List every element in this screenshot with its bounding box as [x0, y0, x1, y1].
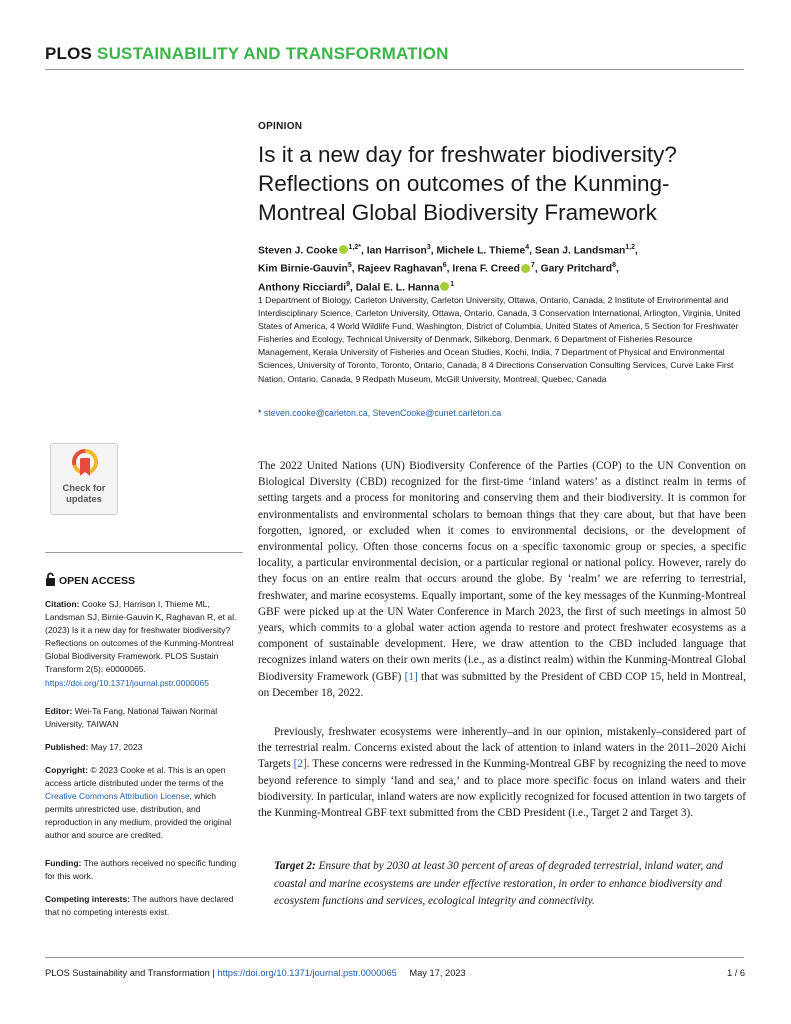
- body-paragraph-1: [258, 458, 746, 701]
- author-name: Kim Birnie-Gauvin: [258, 263, 348, 275]
- author-affiliation-sup: 5: [347, 262, 352, 270]
- check-for-updates-label: [51, 483, 117, 504]
- citation-doi-link[interactable]: https://doi.org/10.1371/journal.pstr.0000065: [45, 677, 209, 688]
- author-name: Anthony Ricciardi: [258, 282, 347, 294]
- funding-text: The authors received no specific funding for this work.: [45, 858, 237, 882]
- published-date: May 17, 2023: [90, 742, 143, 752]
- editor: [45, 705, 243, 731]
- journal-name: SUSTAINABILITY AND TRANSFORMATION: [97, 44, 449, 63]
- competing-interests: [45, 893, 243, 919]
- corresponding-email: [258, 408, 501, 418]
- sidebar-divider: [45, 552, 243, 553]
- open-access-label: [45, 572, 135, 587]
- author-affiliation-sup: 3: [426, 244, 431, 251]
- page-number: 1 / 6: [727, 968, 746, 978]
- orcid-icon[interactable]: [440, 282, 449, 291]
- author-name: Gary Pritchard: [540, 263, 613, 275]
- author-affiliation-sup: 9: [346, 280, 351, 288]
- author-affiliation-sup: 1,2*: [348, 244, 362, 251]
- editor-text: Wei-Ta Fang, National Taiwan Normal University, TAIWAN: [45, 706, 218, 730]
- author-affiliation-sup: 4: [525, 244, 530, 251]
- author-name: Dalal E. L. Hanna: [355, 282, 440, 294]
- footer-journal: PLOS Sustainability and Transformation |: [45, 968, 218, 978]
- target-2-text: Ensure that by 2030 at least 30 percent of areas of degraded terrestrial, inland water, and coastal and marine ecosystems are under effective restoration, in order to enhance biodiversity and ecosystem functions and services, ecological integrity and connectivity.: [274, 860, 723, 908]
- footer-date: May 17, 2023: [409, 968, 466, 978]
- paragraph-1-text: The 2022 United Nations (UN) Biodiversity Conference of the Parties (COP) to the UN Convention on Biological Diversity (CBD) recognized for the first-time ‘inland waters’ as a distinct realm in terms of setting targets and a process for monitoring and conserving them and their biodiversity. It is common for environmentalists and environmental scholars to bemoan things that they care about, but that have been forgotten, ignored, or excluded when it comes to environmental decisions, or the development of environmental policy. Often those concerns focus on a specific taxonomic group or species, a specific locality, a particular environmental decision, or a particular regional or national policy. However, rarely do they focus on an entire realm that occurs around the globe. By ‘realm’ we are referring to terrestrial, freshwater, and marine ecosystems. Equally important, some of the key messages of the Kunming-Montreal GBF were picked up at the UN Water Conference in March 2023, the first of such meetings in almost 50 years, which commits to a global water action agenda to restore and protect freshwater ecosystems as a component of sustainable development. Here, we draw attention to the CBD included language that recognizes inland waters on their own merits (i.e., as a distinct realm) within the Kunming-Montreal Global Biodiversity Framework (GBF): [258, 460, 746, 683]
- author-name: Sean J. Landsman: [534, 245, 626, 257]
- competing-interests-label: Competing interests:: [45, 894, 131, 904]
- author-name: Rajeev Raghavan: [357, 263, 443, 275]
- citation: [45, 598, 243, 690]
- funding: [45, 857, 243, 883]
- copyright-label: Copyright:: [45, 765, 88, 775]
- author-name: Steven J. Cooke: [258, 245, 338, 257]
- copyright-text-end: , which permits unrestricted use, distribution, and reproduction in any medium, provided the original author and source are credited.: [45, 791, 232, 841]
- journal-header: [45, 44, 449, 64]
- open-access-text: OPEN ACCESS: [59, 575, 136, 587]
- author-list: Steven J. Cooke $^{1,2*}$, Ian Harrison$^3$, Michele L. Thieme$^4$, Sean J. Landsman$^{1,2}$, Kim Birnie-Gauvin$^5$, Rajeev Raghavan$^6$, Irena F. Creed $^7$, Gary Pritchard$^8$, Anthony Ricciardi$^9$, Dalal E. L. Hanna $^1$: [258, 244, 638, 294]
- funding-label: Funding:: [45, 858, 82, 868]
- body-paragraph-2: [258, 724, 746, 821]
- citation-text: Cooke SJ, Harrison I, Thieme ML, Landsman SJ, Birnie-Gauvin K, Raghavan R, et al. (2023) Is it a new day for freshwater biodiversity? Reflections on outcomes of the Kunming-Montreal Global Biodiversity Framework. PLOS Sustain Transform 2(5): e0000065.: [45, 599, 237, 675]
- check-for-updates-badge[interactable]: [50, 443, 118, 515]
- corresponding-marker: *: [258, 408, 262, 418]
- orcid-icon[interactable]: [339, 245, 348, 254]
- publisher-name: PLOS: [45, 44, 93, 63]
- published-label: Published:: [45, 742, 89, 752]
- paragraph-2-text: Previously, freshwater ecosystems were inherently–and in our opinion, mistakenly–considered part of the terrestrial realm. Concerns existed about the lack of attention to inland waters in the 2011–2020 Aichi Targets: [258, 726, 746, 771]
- author-name: Irena F. Creed: [452, 263, 520, 275]
- affiliations: 1 Department of Biology, Carleton University, Carleton University, Ottawa, Ontario, Canada, 2 Institute of Environmental and Interdisciplinary Science, Carleton University, Ottawa, Ontario, Canada, 3 Conservation International, Arlington, Virginia, United States of America, 4 World Wildlife Fund, Washington, District of Columbia, United States of America, 5 Section for Freshwater Fisheries and Ecology, Technical University of Denmark, Silkeborg, Denmark, 6 Department of Fisheries Resource Management, Kerala University of Fisheries and Ocean Studies, Kochi, India, 7 Department of Physical and Environmental Sciences, University of Toronto, Toronto, Ontario, Canada, 8 4 Directions Conservation Consulting Services, Curve Lake First Nation, Ontario, Canada, 9 Redpath Museum, McGill University, Montreal, Quebec, Canada: [258, 295, 741, 384]
- editor-label: Editor:: [45, 706, 73, 716]
- author-affiliation-sup: 7: [530, 262, 535, 270]
- check-for-updates-line1: Check for: [62, 483, 106, 493]
- author-affiliation-sup: 8: [612, 262, 617, 270]
- footer-divider: [45, 957, 744, 958]
- paragraph-1-text-end: that was submitted by the President of CBD COP 15, held in Montreal, on December 18, 2022.: [258, 670, 746, 699]
- target-2-quote: [274, 858, 744, 911]
- author-affiliation-sup: 1,2: [625, 244, 635, 251]
- copyright-text: © 2023 Cooke et al. This is an open access article distributed under the terms of the: [45, 765, 226, 789]
- check-for-updates-icon: [72, 449, 98, 479]
- footer-doi-link[interactable]: https://doi.org/10.1371/journal.pstr.0000065: [217, 968, 397, 978]
- email-links[interactable]: steven.cooke@carleton.ca, StevenCooke@cunet.carleton.ca: [263, 408, 502, 418]
- copyright: [45, 764, 243, 843]
- open-lock-icon: [45, 572, 56, 586]
- check-for-updates-line2: updates: [66, 493, 102, 504]
- reference-link-1[interactable]: [1]: [404, 670, 418, 683]
- paragraph-2-text-end: . These concerns were redressed in the Kunming-Montreal GBF by recognizing the need to move beyond reference to simply ‘land and sea,’ and to place more specific focus on inland waters and their biodiversity. In particular, inland waters are now explicitly recognized for focused attention in two targets of the Kunming-Montreal GBF text submitted from the CBD President (i.e., Target 2 and Target 3).: [258, 758, 746, 820]
- reference-link-2[interactable]: [2]: [293, 758, 307, 771]
- article-title: Is it a new day for freshwater biodiversity? Reflections on outcomes of the Kunming-Montreal Global Biodiversity Framework: [258, 142, 677, 225]
- competing-interests-text: The authors have declared that no competing interests exist.: [45, 894, 234, 918]
- target-2-label: Target 2:: [274, 860, 316, 872]
- published: [45, 741, 243, 754]
- license-link[interactable]: Creative Commons Attribution License: [45, 791, 190, 802]
- page-footer: [45, 968, 466, 978]
- article-type: OPINION: [258, 121, 303, 132]
- citation-label: Citation:: [45, 599, 80, 609]
- header-divider: [45, 69, 744, 70]
- author-affiliation-sup: 6: [442, 262, 447, 270]
- orcid-icon[interactable]: [521, 264, 530, 273]
- author-name: Michele L. Thieme: [436, 245, 526, 257]
- author-name: Ian Harrison: [366, 245, 427, 257]
- author-affiliation-sup: 1: [450, 280, 455, 288]
